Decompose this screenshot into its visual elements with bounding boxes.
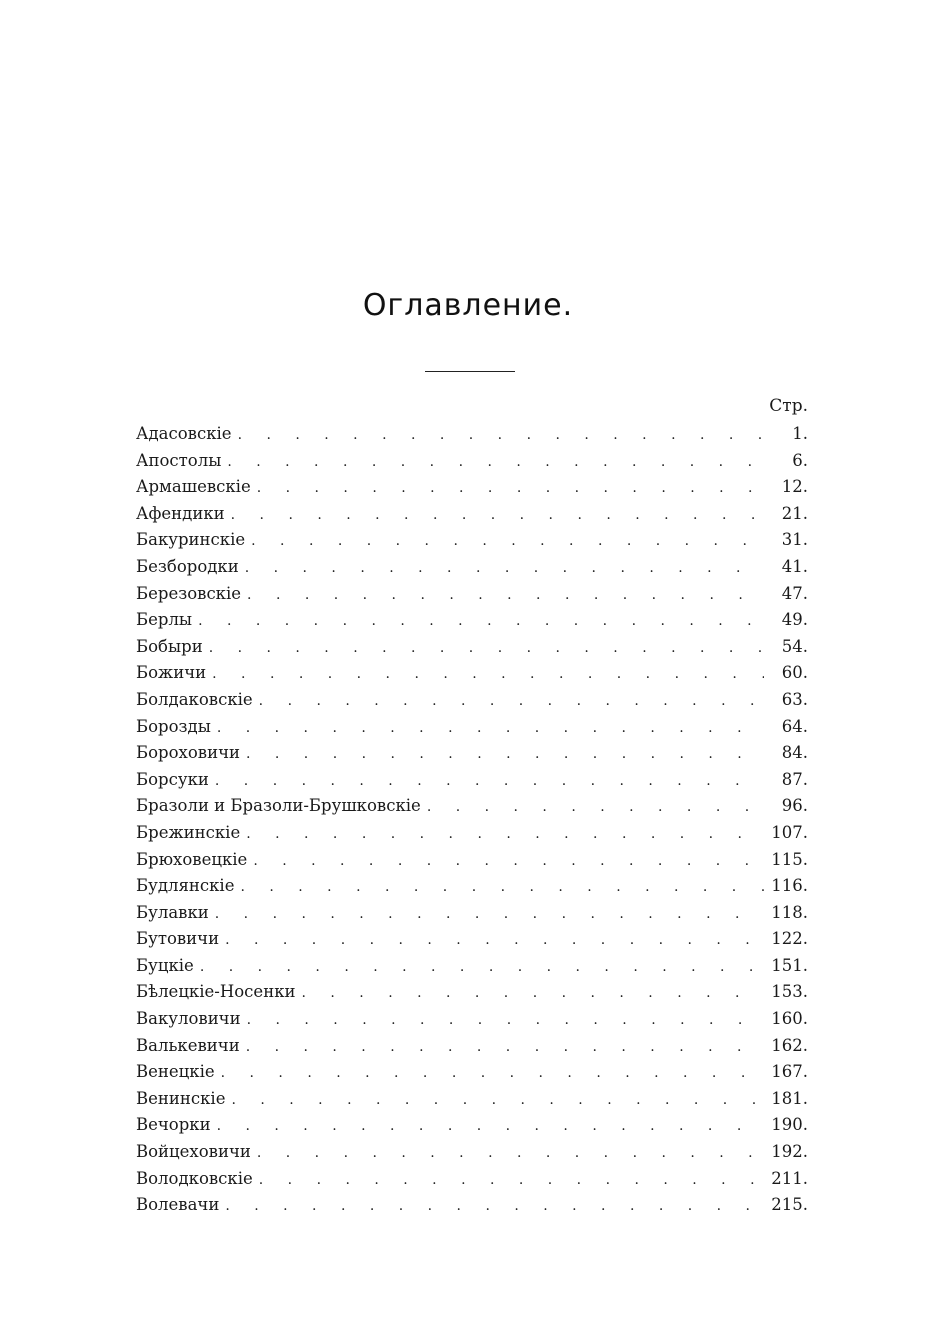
toc-entry-name: Володковскіе (136, 1168, 253, 1188)
toc-entry-page: 116. (771, 876, 808, 896)
toc-entry (136, 793, 808, 820)
toc-entry (136, 926, 808, 953)
toc-leader-dots (245, 555, 764, 582)
toc-entry-name: Брежинскіе (136, 822, 241, 842)
toc-leader-dots (247, 1007, 764, 1034)
toc-entry (136, 660, 808, 687)
toc-leader-dots (225, 1193, 764, 1220)
toc-leader-dots (257, 1140, 764, 1167)
toc-entry-page: 115. (771, 849, 808, 869)
toc-entry-name: Волевачи (136, 1195, 220, 1215)
toc-leader-dots (246, 821, 764, 848)
toc-entry-name: Бороховичи (136, 743, 240, 763)
toc-leader-dots (198, 608, 764, 635)
toc-entry-page: 215. (771, 1195, 808, 1215)
toc-entry (136, 979, 808, 1006)
toc-entry (136, 953, 808, 980)
toc-leader-dots (231, 1087, 764, 1114)
toc-entry-page: 54. (781, 636, 808, 656)
toc-entry-name: Адасовскіе (136, 424, 232, 443)
toc-entry (136, 714, 808, 741)
toc-entry-name: Афендики (136, 503, 225, 523)
toc-entry (136, 1192, 808, 1219)
toc-entry-name: Бѣлецкіе-Носенки (136, 982, 296, 1002)
toc-entry-name: Берлы (136, 610, 193, 630)
toc-entry (136, 1033, 808, 1060)
toc-leader-dots (212, 661, 764, 688)
toc-leader-dots (257, 475, 764, 502)
toc-entry-page: 84. (781, 743, 808, 763)
toc-entry-page: 12. (781, 477, 808, 497)
toc-entry (136, 554, 808, 581)
toc-leader-dots (246, 1034, 764, 1061)
toc-entry-name: Булавки (136, 902, 209, 922)
toc-entry-name: Армашевскіе (136, 477, 251, 497)
toc-entry-page: 122. (771, 929, 808, 949)
toc-entry (136, 581, 808, 608)
toc-entry-name: Бобыри (136, 636, 203, 656)
toc-entry (136, 767, 808, 794)
toc-entry (136, 1059, 808, 1086)
toc-entry-name: Безбородки (136, 556, 239, 576)
toc-entry (136, 900, 808, 927)
toc-entry-page: 64. (781, 716, 808, 736)
toc-entry-page: 107. (771, 822, 808, 842)
toc-leader-dots (259, 688, 764, 715)
toc-entry (136, 448, 808, 475)
toc-entry (136, 1006, 808, 1033)
toc-entry-page: 151. (771, 955, 808, 975)
toc-entry-page: 49. (781, 610, 808, 630)
toc-entry-page: 167. (771, 1062, 808, 1082)
toc-entry-name: Березовскіе (136, 583, 242, 603)
toc-leader-dots (209, 635, 764, 662)
toc-entry-name: Бразоли и Бразоли-Брушковскіе (136, 796, 421, 816)
page-column-header: Стр. (769, 396, 808, 416)
toc-leader-dots (302, 980, 765, 1007)
toc-entry-page: 153. (771, 982, 808, 1002)
toc-entry (136, 501, 808, 528)
toc-entry-name: Будлянскіе (136, 876, 235, 896)
toc-leader-dots (246, 741, 764, 768)
toc-entry (136, 873, 808, 900)
toc-leader-dots (217, 1113, 764, 1140)
toc-entry (136, 687, 808, 714)
toc-entry (136, 1139, 808, 1166)
toc-entry (136, 1112, 808, 1139)
toc-entry-name: Войцеховичи (136, 1142, 251, 1162)
toc-entry-page: 190. (771, 1115, 808, 1135)
toc-entry-page: 63. (781, 689, 808, 709)
toc-entry-name: Борозды (136, 716, 211, 736)
toc-entry (136, 474, 808, 501)
toc-entry (136, 421, 808, 448)
toc-entry-page: 60. (781, 663, 808, 683)
toc-leader-dots (200, 954, 764, 981)
toc-entry-page: 96. (781, 796, 808, 816)
toc-entry-name: Болдаковскіе (136, 689, 253, 709)
toc-entry-name: Венинскіе (136, 1088, 226, 1108)
toc-leader-dots (217, 715, 764, 742)
toc-entry (136, 527, 808, 554)
toc-entry-name: Буцкіе (136, 955, 194, 975)
toc-leader-dots (225, 927, 764, 954)
title-divider (425, 371, 515, 372)
page-title: Оглавление. (362, 288, 574, 323)
toc-leader-dots (227, 449, 764, 476)
toc-entry (136, 740, 808, 767)
toc-leader-dots (221, 1060, 764, 1087)
toc-entry-page: 118. (771, 902, 808, 922)
toc-entry (136, 607, 808, 634)
toc-entry (136, 820, 808, 847)
toc-entry-name: Валькевичи (136, 1035, 240, 1055)
toc-entry (136, 847, 808, 874)
toc-entry-page: 162. (771, 1035, 808, 1055)
toc-entry-name: Бакуринскіе (136, 530, 246, 550)
toc-entry-page: 181. (771, 1088, 808, 1108)
toc-entry-name: Вакуловичи (136, 1009, 241, 1029)
toc-entry-name: Вечорки (136, 1115, 211, 1135)
toc-entry (136, 1086, 808, 1113)
toc-leader-dots (238, 422, 764, 449)
toc-leader-dots (251, 528, 764, 555)
toc-entry (136, 634, 808, 661)
toc-entry-page: 47. (781, 583, 808, 603)
toc-entry-name: Брюховецкіе (136, 849, 248, 869)
toc-leader-dots (240, 874, 764, 901)
toc-entry-page: 21. (781, 503, 808, 523)
toc-entry-page: 160. (771, 1009, 808, 1029)
toc-entry-name: Апостолы (136, 450, 222, 470)
toc-leader-dots (247, 582, 764, 609)
toc-leader-dots (253, 848, 764, 875)
toc-leader-dots (215, 901, 764, 928)
toc-leader-dots (259, 1167, 764, 1194)
table-of-contents (136, 421, 808, 1219)
toc-entry-name: Борсуки (136, 769, 209, 789)
toc-entry-page: 211. (771, 1168, 808, 1188)
toc-entry-page: 41. (781, 556, 808, 576)
toc-entry-page: 6. (792, 450, 808, 470)
toc-entry (136, 1166, 808, 1193)
toc-entry-page: 31. (781, 530, 808, 550)
toc-entry-name: Бутовичи (136, 929, 220, 949)
toc-entry-name: Венецкіе (136, 1062, 215, 1082)
toc-leader-dots (231, 502, 764, 529)
toc-leader-dots (427, 794, 764, 821)
toc-entry-page: 1. (792, 424, 808, 443)
toc-leader-dots (215, 768, 764, 795)
toc-entry-name: Божичи (136, 663, 207, 683)
toc-entry-page: 192. (771, 1142, 808, 1162)
toc-entry-page: 87. (781, 769, 808, 789)
